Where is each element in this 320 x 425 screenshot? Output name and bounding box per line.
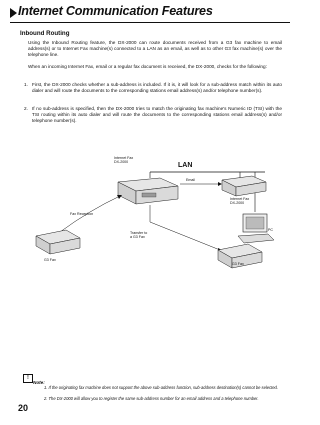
g3-fax-bottom-label: G3 Fax: [232, 262, 244, 266]
intro-paragraph: Using the Inbound Routing feature, the DX-2000 can route documents received from a G3 fax machine to email address(s) or to Internet Fax machine(s) connected to a LAN as an email, as well as to other G3 fax machine(s) over the telephone line.: [28, 40, 282, 58]
page-title: Internet Communication Features: [18, 4, 213, 18]
ifax-right-label: Internet Fax DX-2000: [230, 197, 250, 206]
page-number: 20: [18, 403, 29, 413]
note-item: 1. If the originating fax machine does not support the above sub-address function, sub-address destination(s) cannot be selected.: [44, 385, 278, 390]
fax-machine-icon: [222, 176, 266, 196]
g3-fax-icon: [36, 230, 80, 254]
step-number: 2.: [24, 106, 28, 111]
fax-reception-label: Fax Reception: [70, 212, 94, 216]
section-title: Inbound Routing: [20, 30, 70, 37]
pc-label: PC: [268, 228, 273, 232]
lan-label: LAN: [178, 162, 193, 169]
note-item: 2. The DX-2000 will allow you to register the same sub-address number for an email address and a telephone number.: [44, 396, 259, 401]
note-icon: !: [23, 374, 33, 383]
step-text: If no sub-address is specified, then the DX-2000 tries to match the originating fax machine's Numeric ID (TSI) with the TSI routing within its auto dialer and will route the documents to the corresponding stations email address(s) and/or telephone number(s).: [32, 106, 282, 124]
email-label: Email: [186, 178, 195, 182]
ifax-left-label: Internet Fax DX-2000: [114, 156, 134, 165]
transfer-label: Transfer to a G3 Fax: [130, 231, 148, 240]
step-text: First, the DX-2000 checks whether a sub-address is included. If it is, it will look for a sub-address match within its auto dialer and will route the documents to the corresponding stations email address(s) and/or telephone number(s).: [32, 82, 282, 94]
check-paragraph: When an incoming Internet Fax, email or a regular fax document is received, the DX-2000, checks for the following:: [28, 64, 267, 69]
note-label: Note:: [33, 380, 45, 385]
g3-fax-left-label: G3 Fax: [44, 258, 56, 262]
step-number: 1.: [24, 82, 28, 87]
fax-machine-icon: [118, 178, 178, 204]
